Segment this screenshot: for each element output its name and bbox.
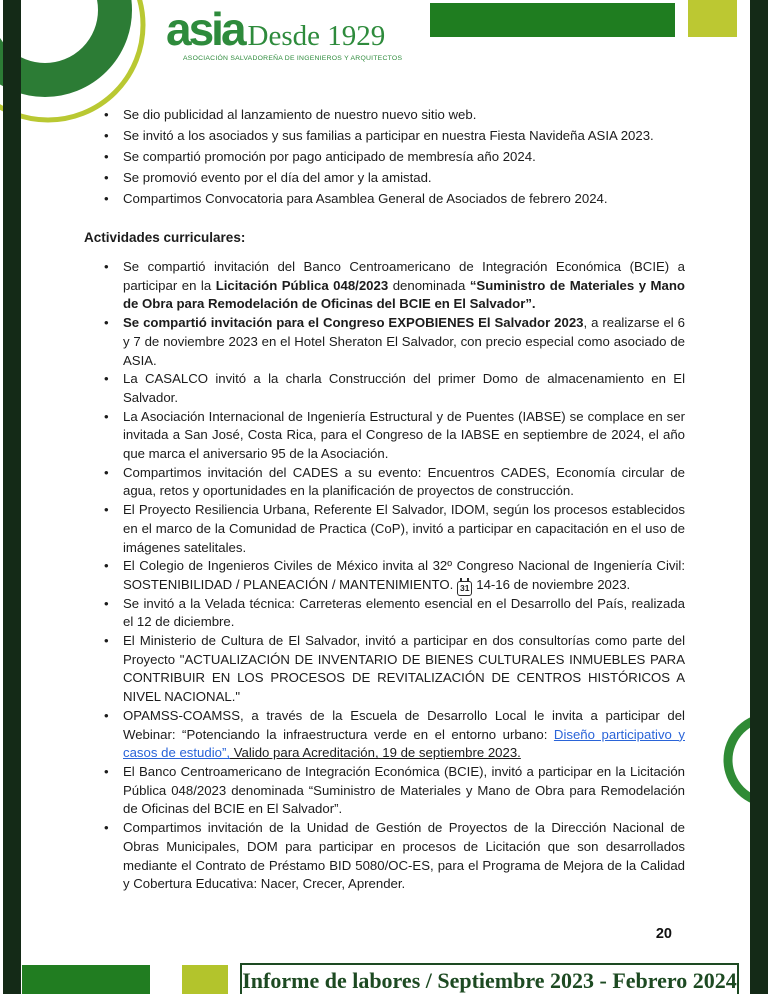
footer-green-bar	[22, 965, 150, 994]
text-segment: Compartimos invitación de la Unidad de Gestión de Proyectos de la Dirección Nacional de Obras Municipales, DOM para participar en procesos de Licitación que son desarrollados mediante el Contrato de Préstamo BID 5080/OC-ES, para el Programa de Mejora de la Calidad y Cobertura Educativa: Nacer, Crecer, Aprender.	[123, 820, 685, 892]
list-item	[123, 314, 685, 370]
text-segment: El Ministerio de Cultura de El Salvador, invitó a participar en dos consultorías como parte del Proyecto "ACTUALIZACIÓN DE INVENTARIO DE BIENES CULTURALES INMUEBLES PARA CONTRIBUIR EN LOS PROCESOS DE REVITALIZACIÓN DE CENTROS HISTÓRICOS A NIVEL NACIONAL."	[123, 633, 685, 705]
list-item: • Se dio publicidad al lanzamiento de nuestro nuevo sitio web.	[123, 104, 685, 125]
text-segment: , a realizarse el 6 y 7 de noviembre 2023 en el Hotel Sheraton El Salvador, con precio especial como asociado de ASIA.	[123, 315, 686, 368]
page-number: 20	[655, 926, 672, 942]
intro-list	[84, 104, 685, 209]
list-item	[123, 632, 685, 707]
footer-banner	[240, 963, 739, 994]
list-item	[123, 707, 685, 763]
list-item	[123, 464, 685, 501]
list-item: • Se promovió evento por el día del amor y la amistad.	[123, 167, 685, 188]
list-item	[123, 557, 685, 594]
curricular-list	[84, 258, 685, 894]
list-item	[123, 819, 685, 894]
text-segment: El Proyecto Resiliencia Urbana, Referente El Salvador, IDOM, según los procesos establecidos en el marco de la Comunidad de Practica (CoP), invitó a participar en capacitación en el uso de imágenes satelitales.	[123, 502, 685, 555]
text-segment: Compartimos invitación del CADES a su evento: Encuentros CADES, Economía circular de agua, retos y oportunidades en la planificación de proyectos de construcción.	[123, 464, 685, 499]
bold-text: Se compartió invitación para el Congreso EXPOBIENES El Salvador 2023	[123, 315, 584, 331]
calendar-icon: 31	[457, 581, 472, 596]
logo-tagline: ASOCIACIÓN SALVADOREÑA DE INGENIEROS Y ARQUITECTOS	[183, 55, 403, 62]
section-heading: Actividades curriculares:	[84, 230, 246, 245]
text-segment: OPAMSS-COAMSS, a través de la Escuela de Desarrollo Local le invita a participar del Webinar: “Potenciando la infraestructura verde en el entorno urbano:	[123, 707, 685, 742]
text-segment: Se compartió invitación del Banco Centroamericano de Integración Económica (BCIE) a participar en la	[123, 259, 685, 293]
list-item: • Compartimos Convocatoria para Asamblea General de Asociados de febrero 2024.	[123, 188, 685, 209]
list-item: • Se compartió promoción por pago anticipado de membresía año 2024.	[123, 146, 685, 167]
bold-text: Licitación Pública 048/2023	[215, 277, 389, 293]
text-segment: denominada	[388, 277, 470, 293]
underlined-text: Valido para Acreditación, 19 de septiembre 2023.	[230, 745, 521, 761]
list-item	[123, 763, 685, 819]
footer-yellow-square	[182, 965, 228, 994]
list-item	[123, 258, 685, 314]
right-edge-bar	[750, 0, 768, 994]
left-edge-bar	[3, 0, 21, 994]
list-item	[123, 370, 685, 407]
webinar-link[interactable]: Diseño participativo y casos de estudio”,	[123, 726, 685, 761]
text-segment: La CASALCO invitó a la charla Construcción del primer Domo de almacenamiento en El Salvador.	[123, 371, 685, 405]
list-item	[123, 595, 685, 632]
header-yellow-square	[688, 0, 737, 37]
bold-text: “Suministro de Materiales y Mano de Obra para Remodelación de Oficinas del BCIE en El Salvador”.	[123, 277, 685, 312]
footer-banner-text: Informe de labores / Septiembre 2023 - Febrero 2024	[242, 967, 737, 993]
page-content	[84, 104, 685, 894]
text-segment: El Colegio de Ingenieros Civiles de México invita al 32º Congreso Nacional de Ingeniería Civil: SOSTENIBILIDAD / PLANEACIÓN / MANTENIMIENTO.	[123, 558, 685, 592]
list-item: • Se invitó a los asociados y sus familias a participar en nuestra Fiesta Navideña ASIA 2023.	[123, 125, 685, 146]
list-item	[123, 408, 685, 464]
list-item	[123, 501, 685, 557]
text-segment: Se invitó a la Velada técnica: Carreteras elemento esencial en el Desarrollo del País, realizada el 12 de diciembre.	[123, 595, 685, 630]
text-segment: 14-16 de noviembre 2023.	[476, 576, 631, 592]
header-green-bar	[430, 3, 675, 37]
text-segment: La Asociación Internacional de Ingeniería Estructural y de Puentes (IABSE) se complace en ser invitada a San José, Costa Rica, para el Congreso de la IABSE en septiembre de 2024, el año que marca el aniversario 95 de la Asociación.	[123, 408, 685, 462]
text-segment: El Banco Centroamericano de Integración Económica (BCIE), invitó a participar en la Licitación Pública 048/2023 denominada “Suministro de Materiales y Mano de Obra para Remodelación de Oficinas del BCIE en El Salvador”.	[123, 763, 685, 817]
logo-since-text: Desde 1929	[247, 20, 386, 52]
logo-wordmark: asia	[166, 3, 244, 55]
asia-logo	[166, 3, 403, 62]
